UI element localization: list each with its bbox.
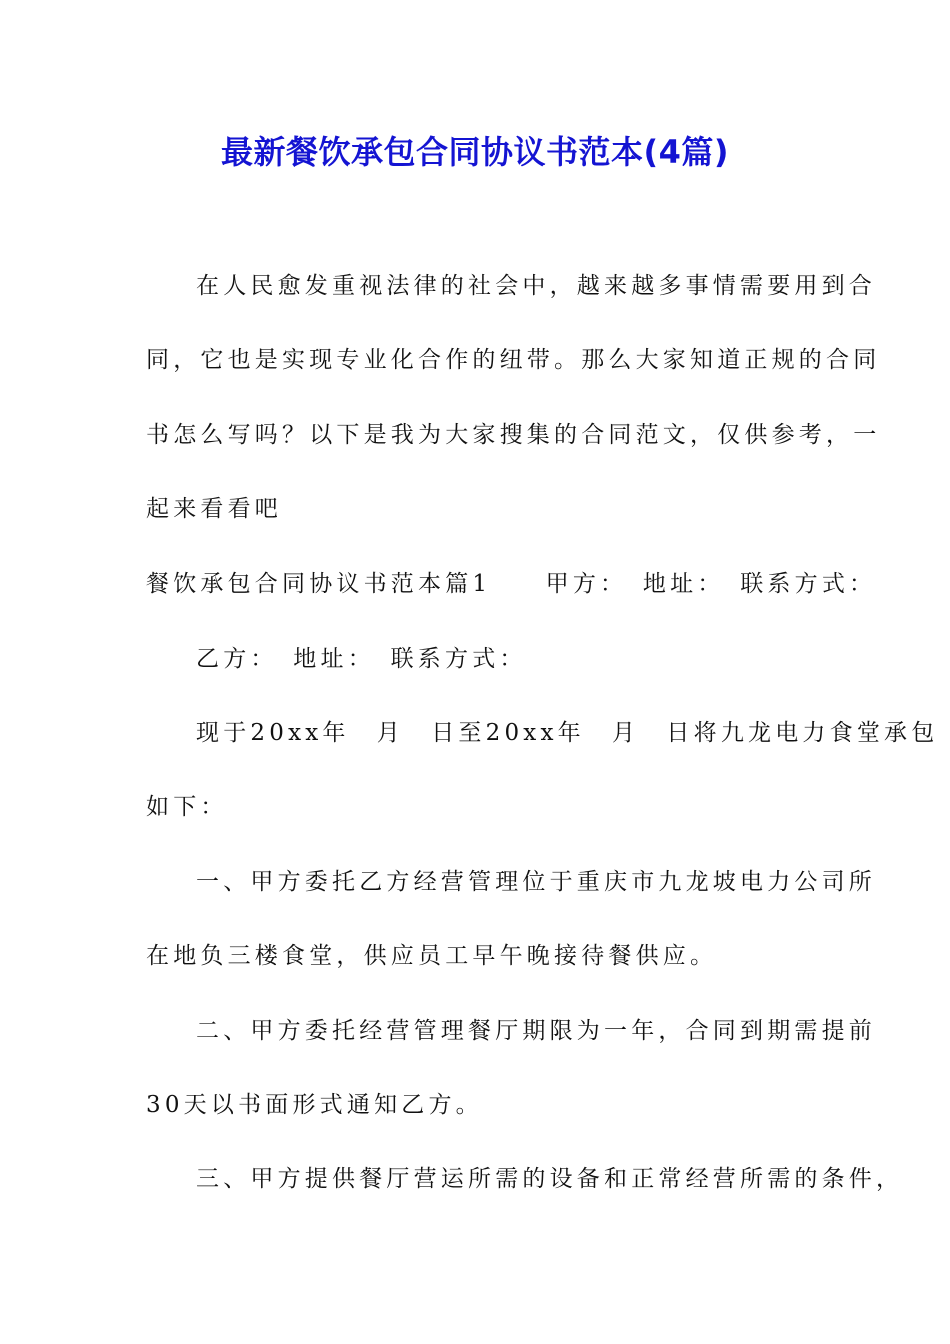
paragraph-line: 30天以书面形式通知乙方。: [146, 1092, 483, 1118]
paragraph-line: 起来看看吧: [146, 496, 282, 522]
paragraph-line: 在人民愈发重视法律的社会中，越来越多事情需要用到合: [196, 273, 876, 299]
paragraph-line: 书怎么写吗？以下是我为大家搜集的合同范文，仅供参考，一: [146, 422, 881, 448]
document-title: 最新餐饮承包合同协议书范本(4篇): [220, 133, 730, 171]
paragraph-line: 一、甲方委托乙方经营管理位于重庆市九龙坡电力公司所: [196, 869, 876, 895]
paragraph-line: 如下：: [146, 794, 228, 820]
paragraph-line: 乙方： 地址： 联系方式：: [196, 646, 527, 672]
paragraph-line: 三、甲方提供餐厅营运所需的设备和正常经营所需的条件，: [196, 1166, 904, 1192]
paragraph-line: 二、甲方委托经营管理餐厅期限为一年，合同到期需提前: [196, 1018, 876, 1044]
paragraph-line: 同，它也是实现专业化合作的纽带。那么大家知道正规的合同: [146, 347, 881, 373]
paragraph-line: 现于20xx年 月 日至20xx年 月 日将九龙电力食堂承包: [196, 720, 939, 746]
section-heading-line: 餐饮承包合同协议书范本篇1 甲方： 地址： 联系方式：: [146, 571, 877, 597]
paragraph-line: 在地负三楼食堂，供应员工早午晚接待餐供应。: [146, 943, 718, 969]
